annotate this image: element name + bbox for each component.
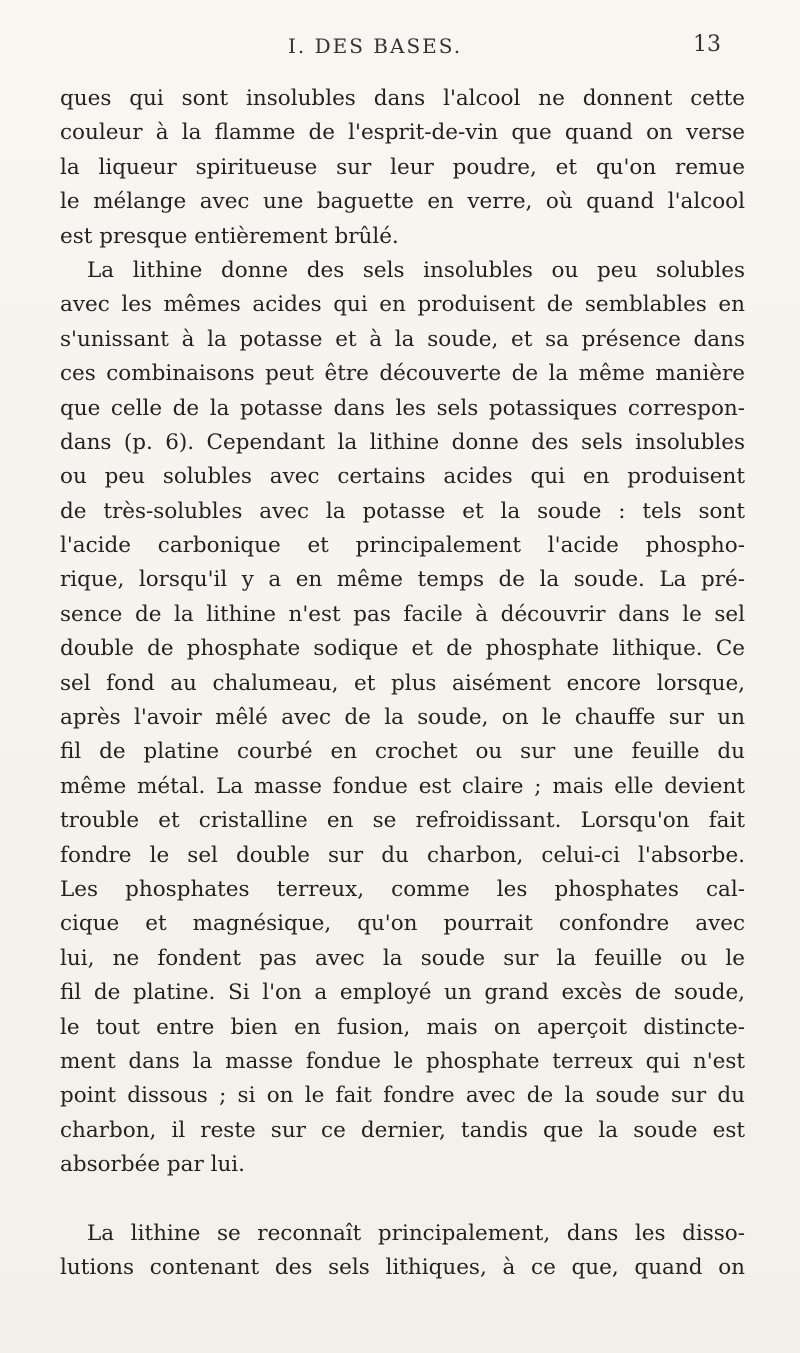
text-line: sel fond au chalumeau, et plus aisément encore lorsque, [60, 670, 745, 696]
page-number: 13 [693, 32, 721, 57]
text-line: après l'avoir mêlé avec de la soude, on le chauffe sur un [60, 705, 745, 731]
text-line: que celle de la potasse dans les sels potassiques correspon- [60, 395, 745, 421]
text-line: est presque entièrement brûlé. [60, 223, 399, 249]
text-line: lui, ne fondent pas avec la soude sur la feuille ou le [60, 945, 745, 971]
text-line: Les phosphates terreux, comme les phosphates cal- [60, 876, 745, 902]
text-line: avec les mêmes acides qui en produisent de semblables en [60, 292, 745, 318]
text-line: La lithine donne des sels insolubles ou peu solubles [87, 257, 745, 283]
text-line: l'acide carbonique et principalement l'acide phospho- [60, 533, 745, 559]
text-line: ces combinaisons peut être découverte de la même manière [60, 361, 745, 387]
text-line: absorbée par lui. [60, 1152, 246, 1178]
text-line: de très-solubles avec la potasse et la soude : tels sont [60, 498, 745, 524]
text-line: sence de la lithine n'est pas facile à découvrir dans le sel [60, 601, 745, 627]
paragraph-gap [60, 1183, 745, 1217]
text-line: La lithine se reconnaît principalement, dans les disso- [87, 1220, 745, 1246]
text-line: s'unissant à la potasse et à la soude, et sa présence dans [60, 326, 745, 352]
paragraph-3 [60, 1217, 745, 1286]
text-line: ques qui sont insolubles dans l'alcool ne donnent cette [60, 86, 745, 111]
text-line: ou peu solubles avec certains acides qui en produisent [60, 464, 745, 490]
text-line: rique, lorsqu'il y a en même temps de la soude. La pré- [60, 567, 745, 593]
text-line: dans (p. 6). Cependant la lithine donne des sels insolubles [60, 429, 745, 455]
text-line: double de phosphate sodique et de phosphate lithique. Ce [60, 636, 745, 662]
text-line: trouble et cristalline en se refroidissant. Lorsqu'on fait [60, 808, 745, 834]
paragraph-2 [60, 254, 745, 1183]
paragraph-1 [60, 82, 745, 254]
text-line: la liqueur spiritueuse sur leur poudre, et qu'on remue [60, 154, 745, 180]
text-line: même métal. La masse fondue est claire ; mais elle devient [60, 773, 745, 799]
text-line: le mélange avec une baguette en verre, où quand l'alcool [60, 189, 745, 215]
text-line: fil de platine. Si l'on a employé un grand excès de soude, [60, 980, 745, 1006]
running-head [0, 30, 800, 70]
text-line: couleur à la flamme de l'esprit-de-vin que quand on verse [60, 120, 745, 146]
text-line: cique et magnésique, qu'on pourrait confondre avec [60, 911, 745, 937]
text-line: point dissous ; si on le fait fondre avec de la soude sur du [60, 1083, 745, 1109]
text-line: fondre le sel double sur du charbon, celui-ci l'absorbe. [60, 842, 745, 868]
text-line: fil de platine courbé en crochet ou sur une feuille du [60, 739, 745, 765]
body-text [60, 82, 745, 1285]
text-line: ment dans la masse fondue le phosphate terreux qui n'est [60, 1048, 745, 1074]
text-line: le tout entre bien en fusion, mais on aperçoit distincte- [60, 1014, 745, 1040]
text-line: lutions contenant des sels lithiques, à ce que, quand on [60, 1254, 745, 1280]
running-head-title: I. DES BASES. [288, 34, 463, 58]
text-line: charbon, il reste sur ce dernier, tandis que la soude est [60, 1117, 745, 1143]
